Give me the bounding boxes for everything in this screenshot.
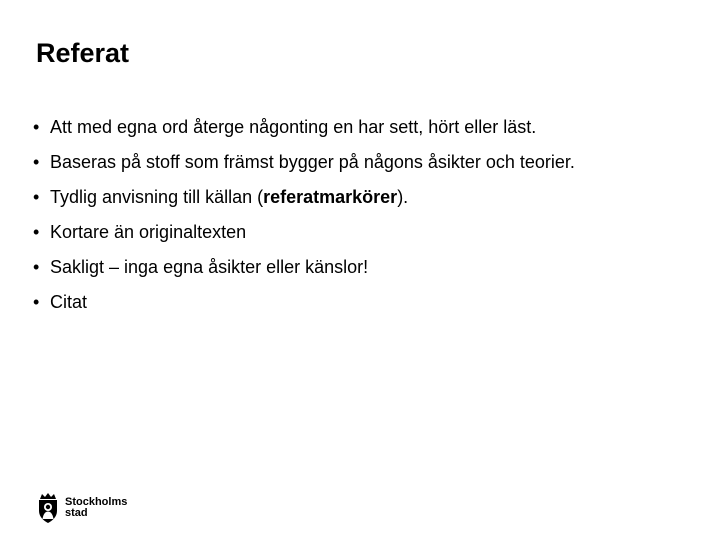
bullet-text: Att med egna ord återge någonting en har sett, hört eller läst. — [50, 117, 537, 137]
bullet-item — [33, 256, 673, 279]
bullet-glyph: • — [33, 292, 40, 312]
bullet-text-before: Tydlig anvisning till källan ( — [50, 187, 264, 207]
slide-title: Referat — [36, 38, 130, 68]
bullet-text-after: ). — [397, 187, 409, 207]
bullet-text: Baseras på stoff som främst bygger på någons åsikter och teorier. — [50, 152, 575, 172]
logo-line-1: Stockholms — [65, 496, 128, 508]
stockholms-stad-logo — [36, 492, 127, 524]
bullet-item — [33, 151, 673, 174]
bullet-glyph: • — [33, 257, 40, 277]
bullet-item — [33, 116, 673, 139]
bullet-glyph: • — [33, 222, 40, 242]
bullet-text: Kortare än originaltexten — [50, 222, 247, 242]
bullet-glyph: • — [33, 187, 40, 207]
logo-line-2: stad — [65, 507, 88, 519]
bullet-item — [33, 221, 673, 244]
bullet-item — [33, 186, 673, 209]
bullet-text: Sakligt – inga egna åsikter eller känslor! — [50, 257, 369, 277]
bullet-text-bold: referatmarkörer — [263, 187, 398, 207]
stockholm-crest-icon — [36, 492, 60, 524]
bullet-text: Citat — [50, 292, 88, 312]
bullet-list — [33, 116, 673, 326]
bullet-item — [33, 291, 673, 314]
bullet-glyph: • — [33, 117, 40, 137]
bullet-glyph: • — [33, 152, 40, 172]
